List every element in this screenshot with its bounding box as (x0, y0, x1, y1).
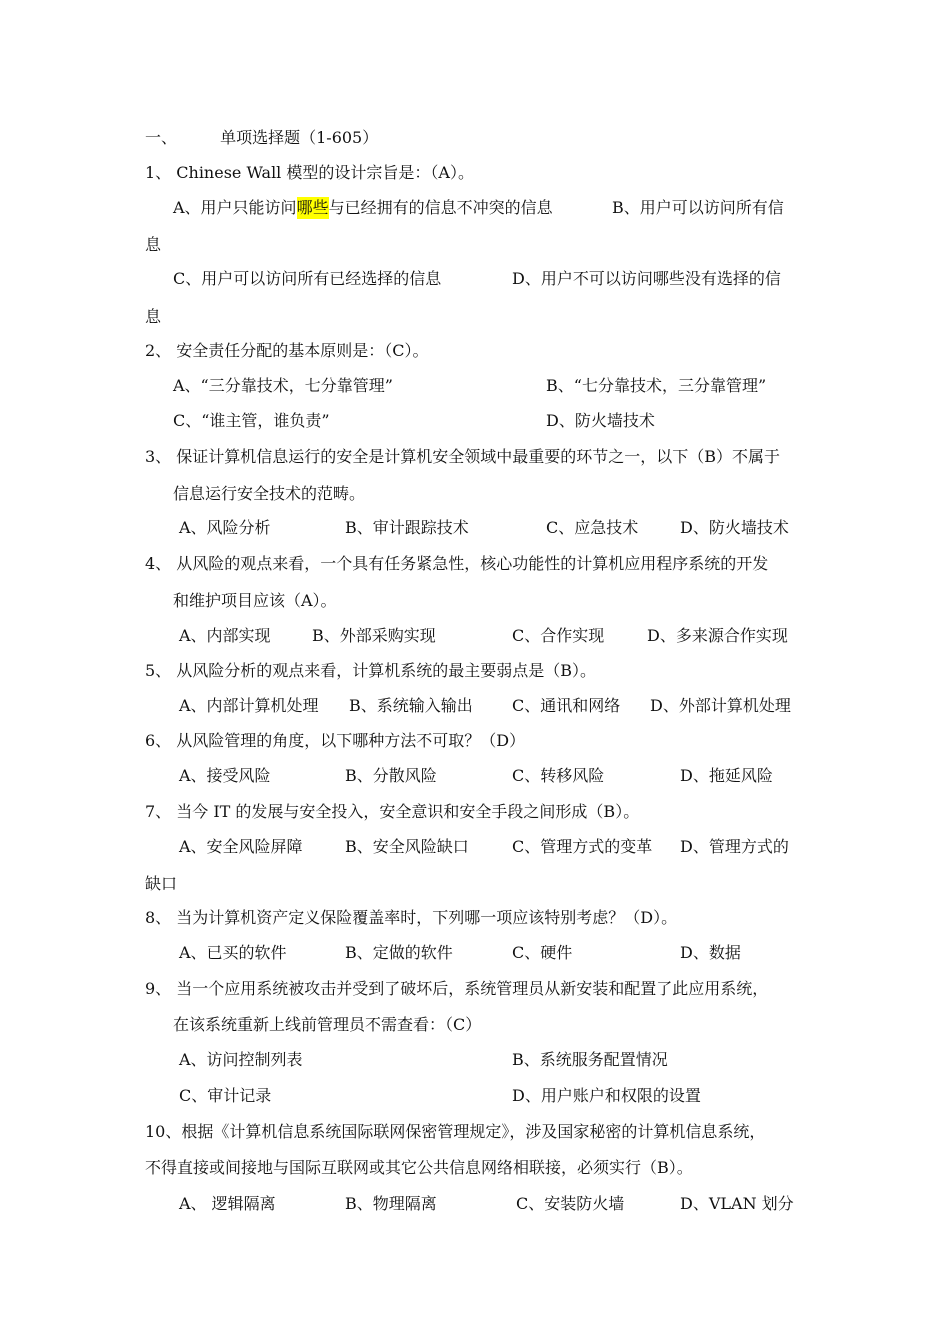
question-1-option-d-wrap: 息 (145, 307, 162, 326)
question-7-option-b: B、安全风险缺口 (345, 837, 469, 856)
question-8-stem: 8、 当为计算机资产定义保险覆盖率时，下列哪一项应该特别考虑？（D）。 (145, 908, 678, 927)
option-a-text: A、用户只能访问 (173, 198, 297, 217)
section-title: 单项选择题（1-605） (220, 128, 379, 147)
question-1-option-c: C、用户可以访问所有已经选择的信息 (173, 269, 442, 288)
question-10-stem: 10、根据《计算机信息系统国际联网保密管理规定》，涉及国家秘密的计算机信息系统， (145, 1122, 766, 1141)
question-3-option-d: D、防火墙技术 (680, 518, 789, 537)
question-3-option-b: B、审计跟踪技术 (345, 518, 469, 537)
question-5-stem: 5、 从风险分析的观点来看，计算机系统的最主要弱点是（B）。 (145, 661, 597, 680)
question-9-option-b: B、系统服务配置情况 (512, 1050, 668, 1069)
question-3-option-c: C、应急技术 (546, 518, 639, 537)
question-9-option-d: D、用户账户和权限的设置 (512, 1086, 701, 1105)
question-4-option-a: A、内部实现 (179, 626, 271, 645)
question-4-option-c: C、合作实现 (512, 626, 605, 645)
question-6-option-b: B、分散风险 (345, 766, 437, 785)
question-7-option-d-wrap: 缺口 (145, 874, 178, 893)
question-6-option-c: C、转移风险 (512, 766, 605, 785)
question-2-option-a: A、“三分靠技术，七分靠管理” (173, 376, 393, 395)
question-10-option-c: C、安装防火墙 (516, 1194, 625, 1213)
question-8-option-a: A、已买的软件 (179, 943, 287, 962)
question-10-stem-cont: 不得直接或间接地与国际互联网或其它公共信息网络相联接，必须实行（B）。 (145, 1158, 693, 1177)
question-9-option-c: C、审计记录 (179, 1086, 272, 1105)
question-8-option-d: D、数据 (680, 943, 741, 962)
section-number: 一、 (145, 128, 178, 147)
question-5-option-d: D、外部计算机处理 (650, 696, 791, 715)
question-1-option-d: D、用户不可以访问哪些没有选择的信 (512, 269, 781, 288)
question-3-option-a: A、风险分析 (179, 518, 271, 537)
question-5-option-c: C、通讯和网络 (512, 696, 621, 715)
question-4-option-d: D、多来源合作实现 (647, 626, 788, 645)
question-10-option-b: B、物理隔离 (345, 1194, 437, 1213)
question-1-option-a (173, 197, 553, 219)
highlighted-text: 哪些 (296, 198, 329, 217)
question-2-option-b: B、“七分靠技术，三分靠管理” (546, 376, 767, 395)
question-1-option-b: B、用户可以访问所有信 (612, 198, 784, 217)
question-3-stem: 3、 保证计算机信息运行的安全是计算机安全领域中最重要的环节之一，以下（B）不属于 (145, 447, 781, 466)
option-a-text-rest: 与已经拥有的信息不冲突的信息 (328, 198, 553, 217)
question-10-option-a: A、 逻辑隔离 (179, 1194, 276, 1213)
question-4-stem-cont: 和维护项目应该（A）。 (173, 591, 337, 610)
question-9-option-a: A、访问控制列表 (179, 1050, 303, 1069)
question-10-option-d: D、VLAN 划分 (680, 1194, 794, 1213)
question-4-option-b: B、外部采购实现 (312, 626, 436, 645)
question-5-option-b: B、系统输入输出 (349, 696, 473, 715)
question-8-option-b: B、定做的软件 (345, 943, 453, 962)
question-3-stem-cont: 信息运行安全技术的范畴。 (173, 484, 366, 503)
question-9-stem: 9、 当一个应用系统被攻击并受到了破坏后，系统管理员从新安装和配置了此应用系统， (145, 979, 769, 998)
question-6-stem: 6、 从风险管理的角度，以下哪种方法不可取？（D） (145, 731, 526, 750)
question-7-stem: 7、 当今 IT 的发展与安全投入，安全意识和安全手段之间形成（B）。 (145, 802, 640, 821)
question-1-stem: 1、 Chinese Wall 模型的设计宗旨是：（A）。 (145, 163, 474, 182)
question-2-option-c: C、“谁主管，谁负责” (173, 411, 330, 430)
question-7-option-c: C、管理方式的变革 (512, 837, 653, 856)
question-5-option-a: A、内部计算机处理 (179, 696, 319, 715)
question-2-stem: 2、 安全责任分配的基本原则是：（C）。 (145, 341, 429, 360)
question-2-option-d: D、防火墙技术 (546, 411, 655, 430)
question-9-stem-cont: 在该系统重新上线前管理员不需查看：（C） (173, 1015, 482, 1034)
question-8-option-c: C、硬件 (512, 943, 573, 962)
question-7-option-d: D、管理方式的 (680, 837, 789, 856)
question-6-option-d: D、拖延风险 (680, 766, 773, 785)
question-4-stem: 4、 从风险的观点来看，一个具有任务紧急性，核心功能性的计算机应用程序系统的开发 (145, 554, 769, 573)
question-6-option-a: A、接受风险 (179, 766, 271, 785)
section-heading (145, 127, 378, 149)
question-7-option-a: A、安全风险屏障 (179, 837, 303, 856)
question-1-option-b-wrap: 息 (145, 235, 162, 254)
